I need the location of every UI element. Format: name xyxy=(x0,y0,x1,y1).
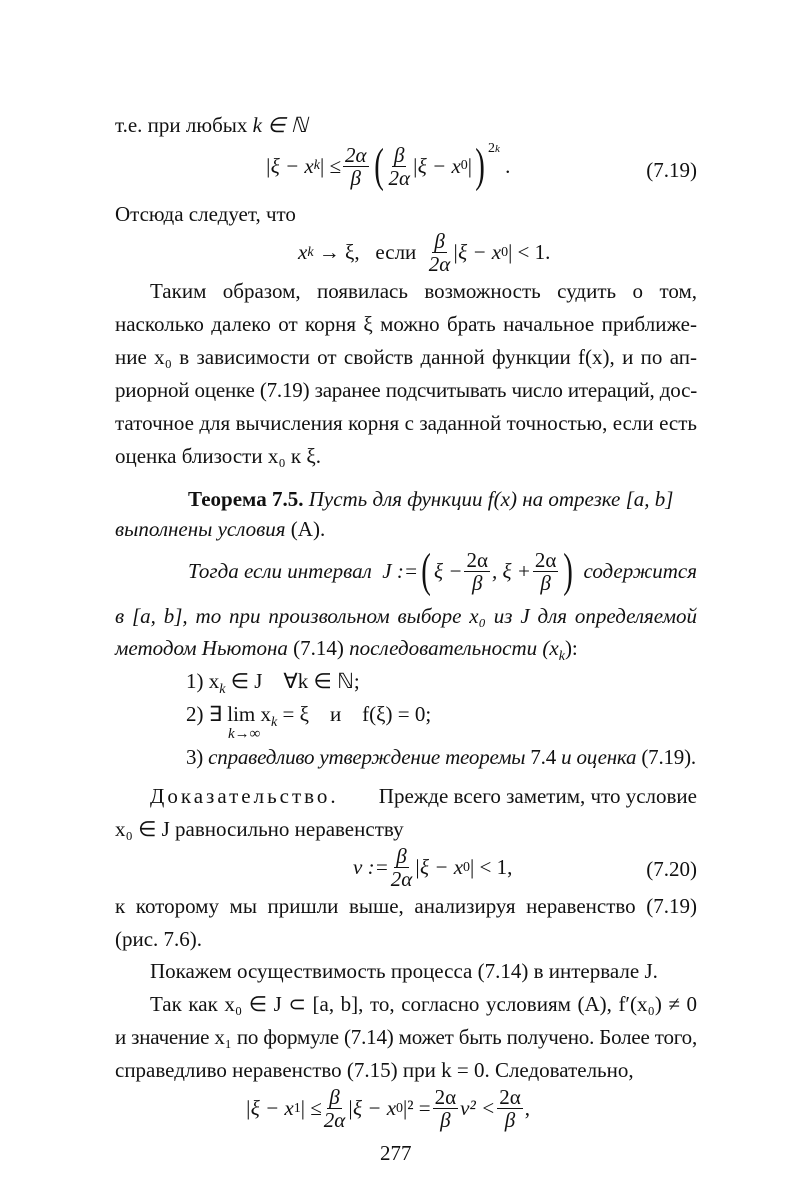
fraction xyxy=(429,230,451,275)
text-line: риорной оценке (7.19) заранее подсчитывать число итераций, дос- xyxy=(115,378,697,402)
math: |ξ − x xyxy=(414,855,464,879)
math: , xyxy=(524,1096,530,1120)
text-line: Таким образом, появилась возможность судить о том, xyxy=(150,279,697,303)
text-line: справедливо неравенство (7.15) при k = 0. Следовательно, xyxy=(115,1058,634,1082)
list-item xyxy=(186,701,697,731)
page-number: 277 xyxy=(380,1141,412,1165)
fraction xyxy=(433,1086,459,1131)
text: Тогда если интервал J := xyxy=(188,558,419,583)
text: (7.14) xyxy=(287,636,350,660)
numerator: β xyxy=(396,844,407,868)
denominator: β xyxy=(350,165,361,190)
theorem-interval-line: Тогда если интервал J := ( ξ − $\frac{2\alpha}{\beta}$ , ξ + $\frac{2\alpha}{\beta}$ ) содержится xyxy=(188,544,697,597)
math: , ξ + xyxy=(491,558,531,583)
text: т.е. при любых xyxy=(115,113,253,137)
numerator: 2α xyxy=(434,1085,457,1109)
text-line: и значение x₁ по формуле (7.14) может быть получено. Более того, xyxy=(115,1025,697,1049)
math: k xyxy=(219,682,226,698)
denominator: 2α xyxy=(390,867,413,891)
denominator: β xyxy=(504,1108,516,1132)
fraction xyxy=(464,549,490,594)
math: |ξ − x xyxy=(265,153,314,178)
math: | < 1. xyxy=(508,240,551,264)
math: | ≤ xyxy=(300,1096,322,1120)
math: k xyxy=(313,158,320,173)
text-line: таточное для вычисления корня с заданной точностью, если есть xyxy=(115,411,697,435)
text-line: ние x₀ в зависимости от свойств данной функции f(x), и по ап- xyxy=(115,345,697,369)
equation-7-19: |ξ − x k | ≤ $\frac{2\alpha}{\beta}$ ( $\frac{\beta}{2\alpha}$ |ξ − x 0 | ) 2$^k$ . xyxy=(265,139,511,192)
text-line: Покажем осуществимость процесса (7.14) в интервале J. xyxy=(150,959,658,983)
math: |ξ − x xyxy=(412,153,461,178)
math: ξ − xyxy=(434,558,463,583)
text-line: x₀ ∈ J равносильно неравенству xyxy=(115,817,404,841)
denominator: 2α xyxy=(428,252,451,276)
text-line: насколько далеко от корня ξ можно брать начальное приближе- xyxy=(115,312,697,336)
math: x xyxy=(298,240,308,264)
fraction xyxy=(533,549,559,594)
text-line: в [a, b], то при произвольном выборе x₀ из J для определяемой xyxy=(115,604,697,628)
math: ν² < xyxy=(460,1096,496,1120)
math: |ξ − x xyxy=(452,240,502,264)
text: справедливо утверждение теоремы xyxy=(208,745,526,769)
theorem-label: Теорема 7.5. xyxy=(188,487,304,511)
denominator: 2α xyxy=(323,1108,346,1132)
text: последовательности (x xyxy=(349,636,559,660)
equation-7-20: ν := $\frac{\beta}{2\alpha}$ |ξ − x 0 | < 1, xyxy=(353,844,513,891)
numerator: 2α xyxy=(344,142,367,167)
numerator: β xyxy=(434,229,445,253)
list-item xyxy=(186,744,697,770)
denominator: 2α xyxy=(388,165,411,190)
math: ν := xyxy=(353,855,389,879)
math: k xyxy=(271,715,278,731)
denominator: β xyxy=(471,570,483,595)
text-line: Отсюда следует, что xyxy=(115,202,296,226)
fraction xyxy=(324,1086,346,1131)
text-line: к которому мы пришли выше, анализируя неравенство (7.19) xyxy=(115,894,697,918)
denominator: β xyxy=(540,570,551,595)
text: выполнены условия xyxy=(115,517,286,541)
math: |² = xyxy=(403,1096,431,1120)
fraction xyxy=(391,845,413,890)
proof-label: Доказательство. xyxy=(150,784,339,808)
text: Прежде всего заметим, что условие xyxy=(378,784,697,808)
text: Пусть для функции f(x) на отрезке [a, b] xyxy=(303,487,674,511)
text-line: (рис. 7.6). xyxy=(115,927,203,951)
denominator: β xyxy=(440,1108,451,1132)
text-line xyxy=(115,635,697,665)
math: 2 xyxy=(487,141,495,156)
numerator: β xyxy=(329,1085,340,1109)
text: методом Ньютона xyxy=(115,636,288,660)
text: = ξ и f(ξ) = 0; xyxy=(277,702,432,726)
numerator: 2α xyxy=(466,547,488,572)
text: и оценка xyxy=(561,745,637,769)
text-line: оценка близости x₀ к ξ. xyxy=(115,444,321,468)
text-line: Так как x₀ ∈ J ⊂ [a, b], то, согласно условиям (A), f′(x₀) ≠ 0 xyxy=(150,992,697,1016)
numerator: 2α xyxy=(499,1085,521,1109)
equation-number: (7.19) xyxy=(646,158,697,182)
text: (A). xyxy=(285,517,326,541)
text: ): xyxy=(564,636,578,660)
text: 1) x xyxy=(186,669,220,693)
math: | ≤ xyxy=(319,153,341,178)
math: | xyxy=(467,153,472,178)
fraction xyxy=(388,144,410,189)
list-item xyxy=(186,668,697,698)
limit-subscript: k→∞ xyxy=(228,726,261,742)
text: 3) xyxy=(186,745,209,769)
text-line xyxy=(115,112,697,138)
proof-line xyxy=(150,783,697,809)
math: | < 1, xyxy=(470,855,513,879)
text: ∈ J ∀k ∈ ℕ; xyxy=(225,669,360,693)
math: |ξ − x xyxy=(245,1096,294,1120)
math: k ∈ ℕ xyxy=(252,113,308,137)
text-line xyxy=(115,516,697,542)
theorem-title-line xyxy=(188,486,697,512)
equation-number: (7.20) xyxy=(646,857,697,881)
text: (7.19). xyxy=(636,745,696,769)
text: содержится xyxy=(583,558,697,583)
math: k xyxy=(307,244,314,260)
numerator: 2α xyxy=(534,547,557,572)
math: k xyxy=(558,649,565,665)
equation-convergence: x k → ξ, если $\frac{\beta}{2\alpha}$ |ξ − x 0 | < 1. xyxy=(298,229,551,276)
text: 7.4 xyxy=(525,745,562,769)
equation-estimate: |ξ − x 1 | ≤ $\frac{\beta}{2\alpha}$ |ξ − x 0 |² = $\frac{2\alpha}{\beta}$ ν² < $\frac{2\alpha}{\beta}$ , xyxy=(245,1085,530,1132)
fraction xyxy=(497,1086,523,1131)
fraction xyxy=(343,144,369,189)
math: |ξ − x xyxy=(347,1096,397,1120)
math: → ξ, если xyxy=(313,240,417,264)
numerator: β xyxy=(394,142,405,167)
text: 2) ∃ lim x xyxy=(186,702,272,726)
math: k xyxy=(494,143,500,155)
